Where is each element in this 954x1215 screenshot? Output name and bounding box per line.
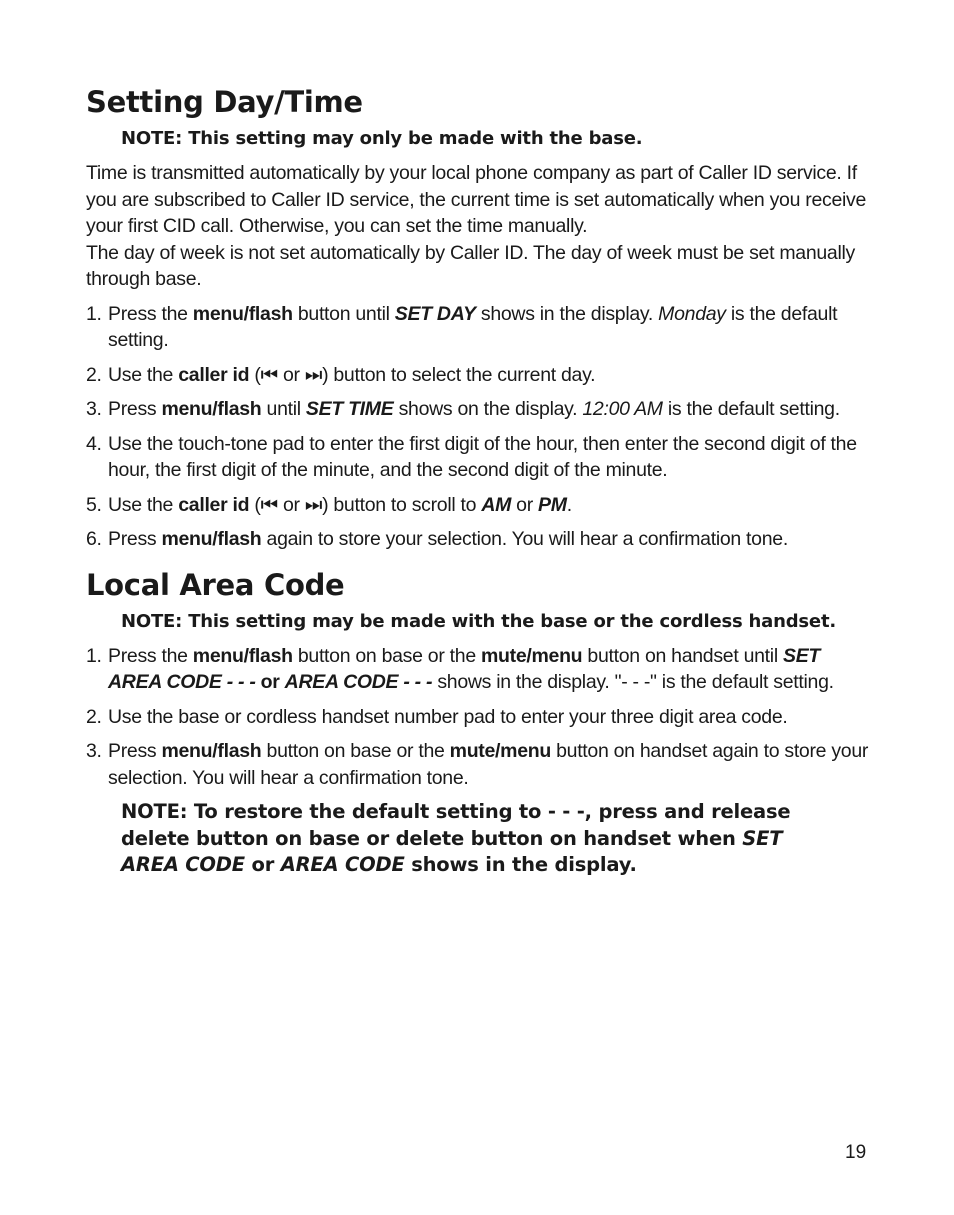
skip-back-icon: ⏮ [260,363,278,386]
page-number: 19 [845,1142,867,1163]
list-item: 2. Use the base or cordless handset number pad to enter your three digit area code. [86,705,788,728]
area-code-note: NOTE: This setting may be made with the base or the cordless handset. [121,610,836,632]
list-item: 6. Press menu/flash again to store your selection. You will hear a confirmation tone. [86,528,788,550]
area-code-steps [86,643,876,792]
list-item: 4. Use the touch-tone pad to enter the first digit of the hour, then enter the second digit of the hour, the first digit of the minute, and the second digit of the minute. [86,432,857,481]
list-item: 2. Use the caller id (⏮ or ⏭) button to select the current day. [86,363,596,386]
list-item: 1. Press the menu/flash button until SET DAY shows in the display. Monday is the default setting. [86,302,838,351]
manual-page [86,84,876,879]
caller-id-paragraph: Time is transmitted automatically by your local phone company as part of Caller ID service. If you are subscribed to Caller ID service, the current time is set automatically when you receive your first CID call. Otherwise, you can set the time manually. The day of week is not set automatically by Caller ID. The day of week must be set manually through base. [86,162,867,290]
list-item: 3. Press menu/flash button on base or the mute/menu button on handset again to store your selection. You will hear a confirmation tone. [86,740,869,789]
skip-back-icon: ⏮ [260,493,278,516]
local-area-code-section [86,567,876,879]
section-title-day-time: Setting Day/Time [86,85,363,119]
list-item: 3. Press menu/flash until SET TIME shows on the display. 12:00 AM is the default setting. [86,398,840,420]
skip-forward-icon: ⏭ [304,493,323,516]
restore-default-note: NOTE: To restore the default setting to - - -, press and release delete button on base or delete button on handset when SET AREA CODE or AREA CODE shows in the display. [121,800,791,876]
section-title-area-code: Local Area Code [86,567,345,602]
list-item: 5. Use the caller id (⏮ or ⏭) button to scroll to AM or PM. [86,493,572,516]
list-item: 1. Press the menu/flash button on base or the mute/menu button on handset until SET AREA CODE - - - or AREA CODE - - - shows in the display. "- - -" is the default setting. [86,644,834,693]
day-time-note: NOTE: This setting may only be made with the base. [121,128,643,149]
day-time-steps [86,301,876,553]
skip-forward-icon: ⏭ [304,363,323,386]
